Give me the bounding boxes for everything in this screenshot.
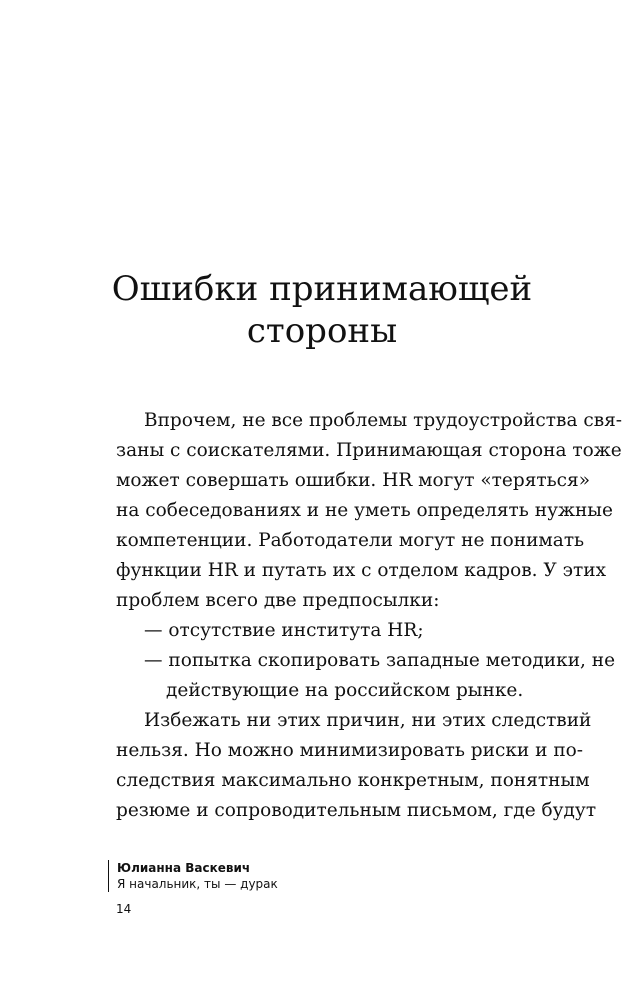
chapter-title-line-2: стороны: [246, 311, 398, 351]
paragraph-line: Избежать ни этих причин, ни этих следствий: [144, 710, 592, 731]
paragraph-line: функции HR и путать их с отделом кадров. У этих: [116, 560, 607, 581]
running-footer: [108, 860, 278, 892]
paragraph-line: заны с соискателями. Принимающая сторона тоже: [116, 440, 622, 461]
paragraph-line: резюме и сопроводительным письмом, где будут: [116, 800, 597, 821]
paragraph-line: компетенции. Работодатели могут не понимать: [116, 530, 585, 551]
chapter-title-line-1: Ошибки принимающей: [111, 269, 533, 309]
page-number: 14: [116, 902, 132, 916]
paragraph-line: Впрочем, не все проблемы трудоустройства свя-: [144, 410, 623, 431]
bullet-item: — отсутствие института HR;: [144, 620, 424, 641]
footer-author: Юлианна Васкевич: [117, 861, 251, 875]
paragraph-line: следствия максимально конкретным, понятным: [116, 770, 590, 791]
paragraph-line: проблем всего две предпосылки:: [116, 590, 440, 611]
bullet-item-continuation: действующие на российском рынке.: [166, 680, 524, 701]
paragraph-line: может совершать ошибки. HR могут «теряться»: [116, 470, 591, 491]
paragraph-line: нельзя. Но можно минимизировать риски и по-: [116, 740, 584, 761]
bullet-item: — попытка скопировать западные методики, не: [144, 650, 616, 671]
paragraph-line: на собеседованиях и не уметь определять нужные: [116, 500, 613, 521]
body-text: [116, 406, 623, 826]
chapter-title: [0, 268, 644, 352]
footer-book-title: Я начальник, ты — дурак: [117, 877, 278, 891]
